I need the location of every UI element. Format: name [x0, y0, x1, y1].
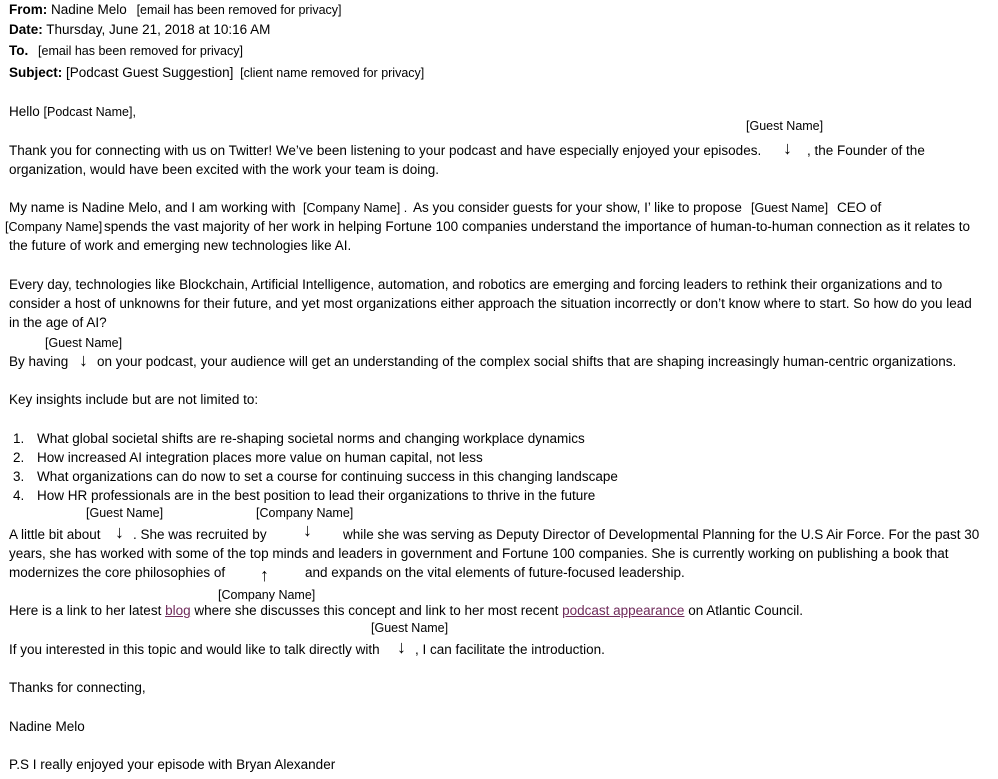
list-item-number: 2.: [13, 450, 25, 465]
guest-name-note: [Guest Name]: [746, 119, 824, 133]
to-line: [9, 42, 243, 60]
subject-label: Subject:: [9, 65, 63, 80]
list-item-number: 1.: [13, 431, 25, 446]
greeting-line: [9, 103, 136, 121]
guest-name-note: [Guest Name]: [371, 621, 449, 635]
list-item-text: How HR professionals are in the best position to lead their organizations to thrive in the future: [37, 488, 596, 503]
to-email-note: [email has been removed for privacy]: [38, 44, 243, 58]
p2-line1c: CEO of: [837, 200, 882, 215]
p2-line1a: My name is Nadine Melo, and I am working with: [9, 200, 296, 215]
list-item-text: What global societal shifts are re-shaping societal norms and changing workplace dynamics: [37, 431, 585, 446]
arrow-up-icon: ↑: [260, 565, 269, 585]
p6-a: Here is a link to her latest: [9, 603, 162, 618]
guest-name-note: [Guest Name]: [45, 336, 123, 350]
p4-a: By having: [9, 354, 69, 369]
arrow-down-icon: ↓: [303, 520, 312, 540]
podcast-appearance-link[interactable]: podcast appearance: [562, 603, 685, 618]
p1-line1a: Thank you for connecting with us on Twitter! We’ve been listening to your podcast and have especially enjoyed your episodes.: [9, 143, 762, 158]
p7-b: , I can facilitate the introduction.: [415, 642, 605, 657]
greeting: Hello: [9, 104, 40, 119]
list-item-number: 3.: [13, 469, 25, 484]
p6-c: on Atlantic Council.: [688, 603, 804, 618]
from-line: [9, 1, 342, 19]
date-line: [9, 21, 270, 39]
company-name-note: [Company Name]: [218, 588, 316, 602]
p6-line: [9, 602, 803, 620]
to-label: To.: [9, 43, 29, 58]
p5-line1b: . She was recruited by: [133, 527, 267, 542]
postscript: P.S I really enjoyed your episode with Bryan Alexander: [9, 757, 336, 772]
p3-line2: consider a host of unknowns for their future, and yet most organizations either approach the situation incorrectly or don’t know where to start. So how do you lead: [9, 296, 972, 311]
list-item: [13, 449, 483, 467]
subject-value: [Podcast Guest Suggestion]: [66, 65, 234, 80]
from-name: Nadine Melo: [51, 2, 127, 17]
podcast-name-placeholder: [Podcast Name],: [43, 105, 136, 119]
company-name-note: [Company Name]: [256, 506, 354, 520]
arrow-down-icon: ↓: [783, 138, 792, 158]
p5-line1c: while she was serving as Deputy Director of Developmental Planning for the U.S Air Force. For the past 30: [343, 527, 980, 542]
subject-line: [9, 64, 424, 82]
p6-b: where she discusses this concept and link to her most recent: [194, 603, 559, 618]
company-name-note: [Company Name]: [5, 220, 103, 234]
p5-line3a: modernizes the core philosophies of: [9, 565, 226, 580]
date-value: Thursday, June 21, 2018 at 10:16 AM: [46, 22, 271, 37]
from-label: From:: [9, 2, 48, 17]
p2-line2: spends the vast majority of her work in helping Fortune 100 companies understand the importance of human-to-human connection as it relates to: [104, 219, 970, 234]
guest-name-note: [Guest Name]: [86, 506, 164, 520]
p5-line3b: and expands on the vital elements of future-focused leadership.: [305, 565, 685, 580]
p3-line1: Every day, technologies like Blockchain, Artificial Intelligence, automation, and robotics are emerging and forcing leaders to rethink their organizations and to: [9, 277, 943, 292]
guest-name-note: [Guest Name]: [751, 201, 829, 215]
p7-a: If you interested in this topic and would like to talk directly with: [9, 642, 380, 657]
p5-line2: years, she has worked with some of the top minds and leaders in government and Fortune 100 companies. She is currently working on publishing a book that: [9, 546, 949, 561]
blog-link[interactable]: blog: [165, 603, 191, 618]
signature: Nadine Melo: [9, 719, 85, 734]
p2-line1b: As you consider guests for your show, I’ like to propose: [413, 200, 742, 215]
p3-line3: in the age of AI?: [9, 315, 107, 330]
list-item-text: How increased AI integration places more value on human capital, not less: [37, 450, 483, 465]
p4-b: on your podcast, your audience will get an understanding of the complex social shifts that are shaping increasingly human-centric organizations.: [97, 354, 957, 369]
p5-line1a: A little bit about: [9, 527, 101, 542]
list-item: [13, 430, 585, 448]
arrow-down-icon: ↓: [397, 637, 406, 657]
p2-line3: the future of work and emerging new technologies like AI.: [9, 238, 352, 253]
list-item-text: What organizations can do now to set a course for continuing success in this changing landscape: [37, 469, 618, 484]
list-item: [13, 468, 618, 486]
p1-line1b: , the Founder of the: [807, 143, 925, 158]
arrow-down-icon: ↓: [115, 522, 124, 542]
subject-note: [client name removed for privacy]: [240, 66, 425, 80]
arrow-down-icon: ↓: [79, 350, 88, 370]
p1-line2: organization, would have been excited with the work your team is doing.: [9, 162, 439, 177]
company-name-note: [Company Name] .: [303, 201, 408, 215]
list-item: [13, 487, 595, 505]
closing: Thanks for connecting,: [9, 680, 146, 695]
insights-intro: Key insights include but are not limited to:: [9, 392, 259, 407]
list-item-number: 4.: [13, 488, 25, 503]
from-email-note: [email has been removed for privacy]: [136, 3, 342, 17]
date-label: Date:: [9, 22, 43, 37]
